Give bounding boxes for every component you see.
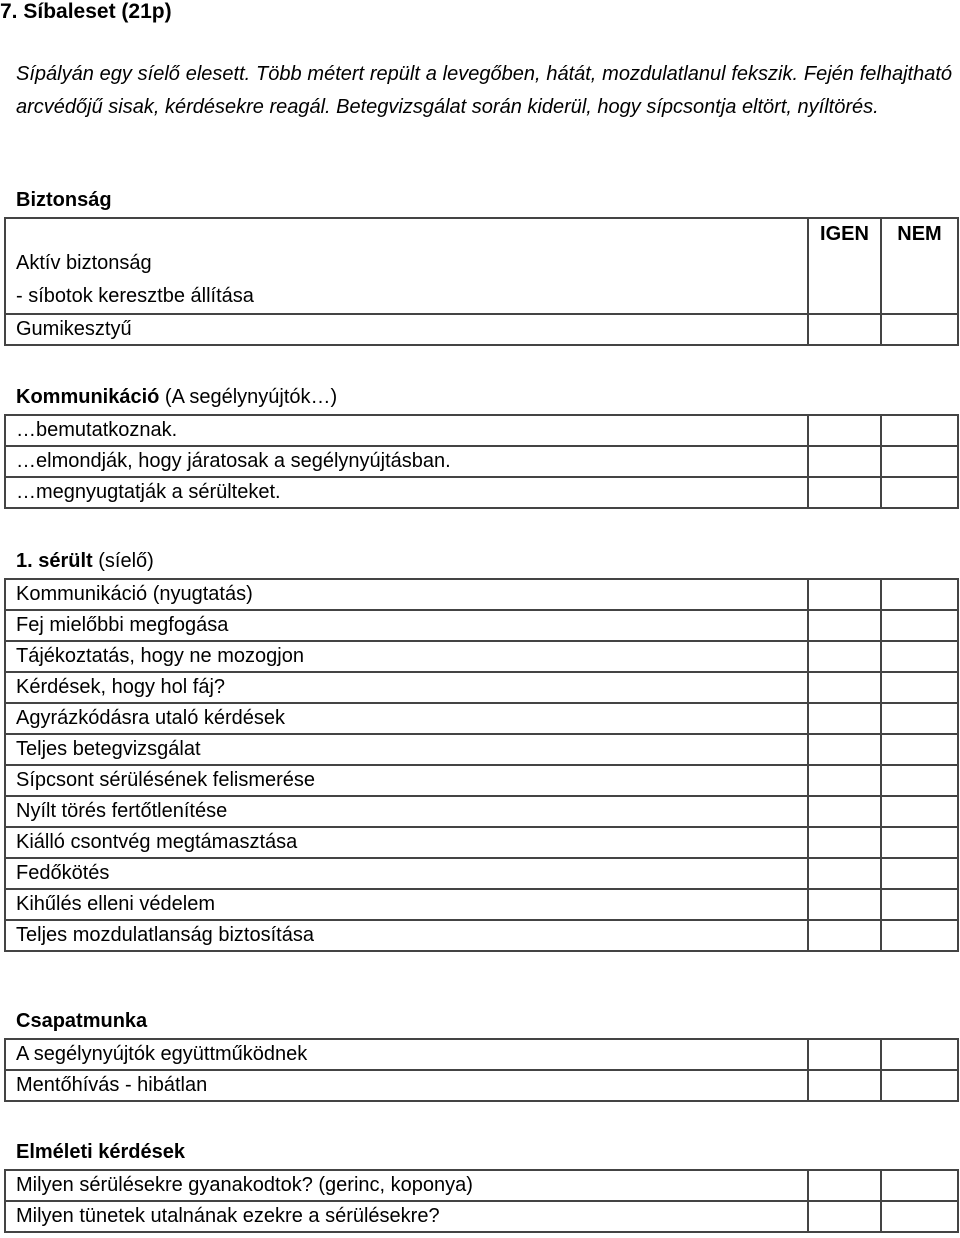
section-biztonsag (4, 184, 957, 346)
checklist-item: Fej mielőbbi megfogása (5, 610, 808, 641)
section-csapatmunka (4, 1005, 957, 1102)
column-no-header: NEM (897, 223, 942, 245)
checkbox-yes[interactable] (808, 1039, 881, 1070)
checklist-item: Teljes mozdulatlanság biztosítása (5, 920, 808, 951)
checkbox-yes[interactable] (808, 314, 881, 345)
checklist-item: Tájékoztatás, hogy ne mozogjon (5, 641, 808, 672)
section-elmeleti (4, 1136, 957, 1233)
checkbox-yes[interactable] (808, 579, 881, 610)
checkbox-yes[interactable] (808, 796, 881, 827)
checkbox-no[interactable] (881, 703, 958, 734)
checkbox-no[interactable] (881, 314, 958, 345)
checkbox-yes[interactable] (808, 1201, 881, 1232)
checklist-item: Kihűlés elleni védelem (5, 889, 808, 920)
biztonsag-cell (5, 218, 808, 314)
checklist-item: Kiálló csontvég megtámasztása (5, 827, 808, 858)
checklist-item: …bemutatkoznak. (5, 415, 808, 446)
serult-table (4, 578, 959, 952)
checkbox-no[interactable] (881, 610, 958, 641)
biztonsag-table (4, 217, 959, 346)
checkbox-no[interactable] (881, 641, 958, 672)
checkbox-yes[interactable] (808, 889, 881, 920)
checkbox-yes[interactable] (808, 446, 881, 477)
checklist-item: Kommunikáció (nyugtatás) (5, 579, 808, 610)
checkbox-no[interactable] (881, 415, 958, 446)
section-kommunikacio (4, 381, 957, 509)
column-yes[interactable] (808, 218, 881, 314)
checkbox-no[interactable] (881, 579, 958, 610)
checkbox-yes[interactable] (808, 477, 881, 508)
checklist-item: Teljes betegvizsgálat (5, 734, 808, 765)
checkbox-no[interactable] (881, 672, 958, 703)
section-heading-elmeleti: Elméleti kérdések (16, 1141, 185, 1163)
csapatmunka-table (4, 1038, 959, 1102)
checklist-item: A segélynyújtók együttműködnek (5, 1039, 808, 1070)
section-heading-kommunikacio: Kommunikáció (A segélynyújtók…) (16, 386, 338, 408)
checkbox-no[interactable] (881, 827, 958, 858)
elmeleti-table (4, 1169, 959, 1233)
checkbox-no[interactable] (881, 920, 958, 951)
kommunikacio-table (4, 414, 959, 509)
column-no[interactable] (881, 218, 958, 314)
section-serult (4, 545, 957, 952)
checklist-item: …megnyugtatják a sérülteket. (5, 477, 808, 508)
checkbox-yes[interactable] (808, 765, 881, 796)
biztonsag-line-2: - síbotok keresztbe állítása (16, 285, 254, 307)
checkbox-no[interactable] (881, 1170, 958, 1201)
checkbox-yes[interactable] (808, 610, 881, 641)
checklist-item: Agyrázkódásra utaló kérdések (5, 703, 808, 734)
checklist-item: Milyen tünetek utalnának ezekre a sérülésekre? (5, 1201, 808, 1232)
checkbox-no[interactable] (881, 1039, 958, 1070)
checkbox-yes[interactable] (808, 1170, 881, 1201)
biztonsag-line-1: Aktív biztonság (16, 252, 152, 274)
checkbox-no[interactable] (881, 446, 958, 477)
checkbox-yes[interactable] (808, 672, 881, 703)
section-heading-csapatmunka: Csapatmunka (16, 1010, 148, 1032)
checkbox-no[interactable] (881, 858, 958, 889)
checklist-item: Kérdések, hogy hol fáj? (5, 672, 808, 703)
case-description: Sípályán egy síelő elesett. Több métert repült a levegőben, hátát, mozdulatlanul fekszik. Fején felhajtható arcvédőjű sisak, kérdésekre reagál. Betegvizsgálat során kiderül, hogy sípcsontja eltört, nyíltörés. (16, 63, 952, 118)
checklist-item: Sípcsont sérülésének felismerése (5, 765, 808, 796)
section-heading-serult: 1. sérült (síelő) (16, 550, 154, 572)
checklist-item: …elmondják, hogy járatosak a segélynyújtásban. (5, 446, 808, 477)
checklist-item: Nyílt törés fertőtlenítése (5, 796, 808, 827)
checkbox-yes[interactable] (808, 920, 881, 951)
checkbox-no[interactable] (881, 765, 958, 796)
checkbox-no[interactable] (881, 734, 958, 765)
checklist-item: Gumikesztyű (5, 314, 808, 345)
checkbox-no[interactable] (881, 889, 958, 920)
section-heading-biztonsag: Biztonság (16, 189, 112, 211)
checklist-item: Mentőhívás - hibátlan (5, 1070, 808, 1101)
checkbox-no[interactable] (881, 1201, 958, 1232)
checkbox-yes[interactable] (808, 734, 881, 765)
checkbox-no[interactable] (881, 477, 958, 508)
checkbox-yes[interactable] (808, 858, 881, 889)
checklist-item: Milyen sérülésekre gyanakodtok? (gerinc, koponya) (5, 1170, 808, 1201)
checkbox-no[interactable] (881, 796, 958, 827)
checkbox-yes[interactable] (808, 703, 881, 734)
page-title: 7. Síbaleset (21p) (0, 0, 172, 23)
checkbox-yes[interactable] (808, 641, 881, 672)
checklist-item: Fedőkötés (5, 858, 808, 889)
checkbox-yes[interactable] (808, 1070, 881, 1101)
checkbox-yes[interactable] (808, 827, 881, 858)
checkbox-yes[interactable] (808, 415, 881, 446)
column-yes-header: IGEN (820, 223, 869, 245)
checkbox-no[interactable] (881, 1070, 958, 1101)
